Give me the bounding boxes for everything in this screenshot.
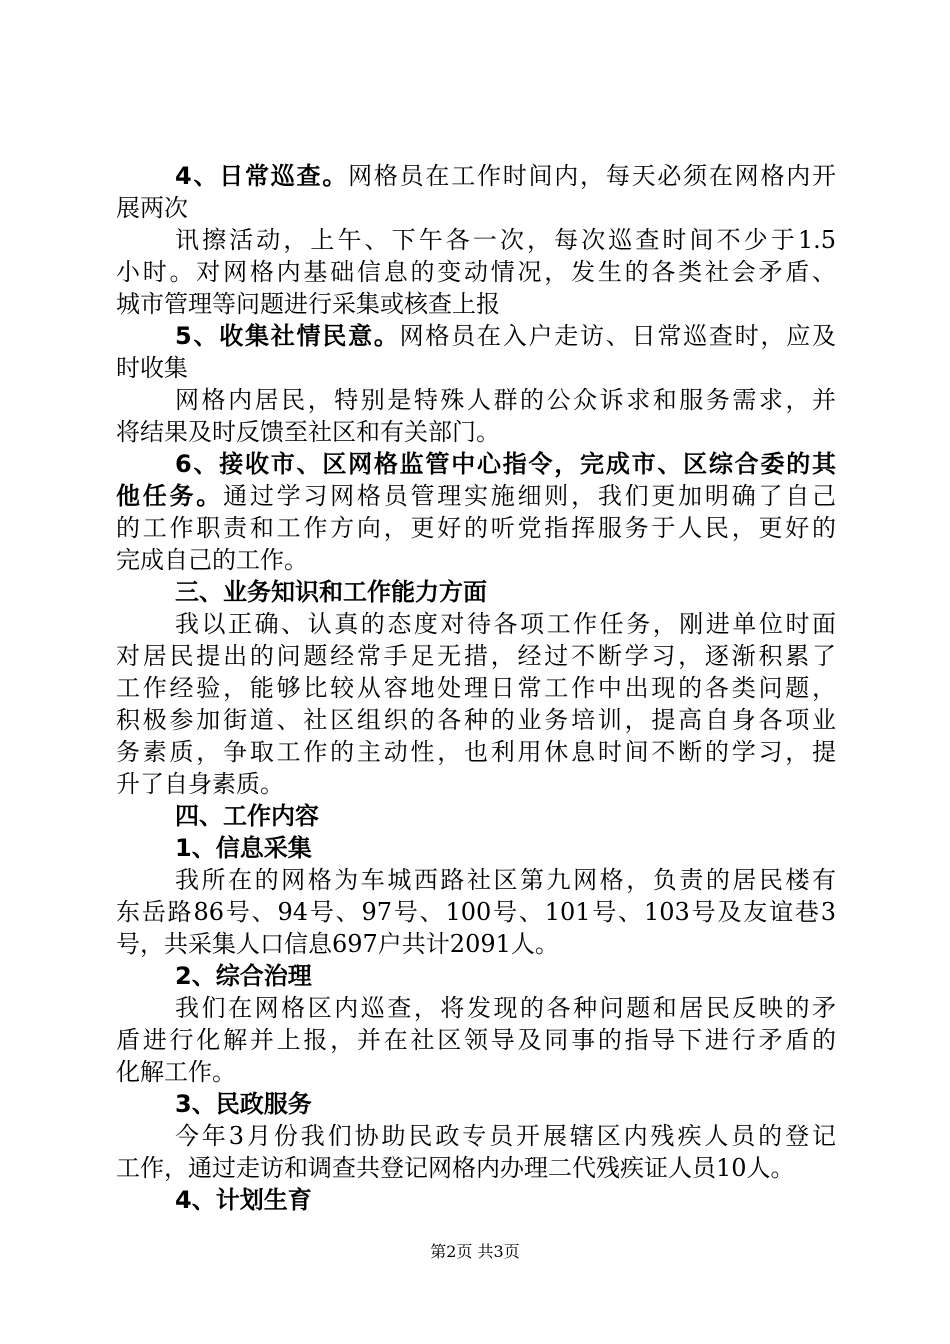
text-line bbox=[116, 672, 836, 704]
text-line bbox=[175, 992, 836, 1024]
line-text: 工作，通过走访和调查共登记网格内办理二代残疾证人员10人。 bbox=[116, 1154, 795, 1182]
line-text: 化解工作。 bbox=[116, 1058, 236, 1086]
line-text: 城市管理等问题进行采集或核查上报 bbox=[116, 290, 500, 318]
bold-heading: 4、日常巡查。 bbox=[175, 162, 349, 190]
line-text: 对居民提出的问题经常手足无措，经过不断学习，逐渐积累了 bbox=[116, 642, 836, 670]
line-text: 我们在网格区内巡查，将发现的各种问题和居民反映的矛 bbox=[175, 994, 836, 1022]
text-line bbox=[116, 192, 836, 224]
line-text: 小时。对网格内基础信息的变动情况，发生的各类社会矛盾、 bbox=[116, 258, 836, 286]
text-line bbox=[116, 704, 836, 736]
bold-heading: 2、综合治理 bbox=[175, 962, 312, 990]
line-text: 积极参加街道、社区组织的各种的业务培训，提高自身各项业 bbox=[116, 706, 836, 734]
bold-heading: 四、工作内容 bbox=[175, 802, 319, 830]
text-line bbox=[175, 1184, 836, 1216]
bold-heading: 4、计划生育 bbox=[175, 1186, 312, 1214]
text-line bbox=[175, 160, 836, 192]
text-line bbox=[175, 576, 836, 608]
text-line bbox=[175, 320, 836, 352]
bold-heading: 1、信息采集 bbox=[175, 834, 312, 862]
text-line bbox=[116, 1056, 836, 1088]
text-line bbox=[175, 224, 836, 256]
text-line bbox=[175, 1120, 836, 1152]
text-line bbox=[116, 416, 836, 448]
line-text: 升了自身素质。 bbox=[116, 770, 284, 798]
line-text: 今年3月份我们协助民政专员开展辖区内残疾人员的登记 bbox=[175, 1122, 836, 1150]
text-line bbox=[116, 352, 836, 384]
line-text: 盾进行化解并上报，并在社区领导及同事的指导下进行矛盾的 bbox=[116, 1026, 836, 1054]
bold-heading: 他任务。 bbox=[116, 482, 224, 510]
bold-heading: 5、收集社情民意。 bbox=[175, 322, 400, 350]
text-line bbox=[175, 864, 836, 896]
line-text: 时收集 bbox=[116, 354, 188, 382]
bold-heading: 6、接收市、区网格监管中心指令，完成市、区综合委的其 bbox=[175, 450, 836, 478]
text-line bbox=[116, 1152, 836, 1184]
bold-heading: 三、业务知识和工作能力方面 bbox=[175, 578, 487, 606]
line-text: 网格内居民，特别是特殊人群的公众诉求和服务需求，并 bbox=[175, 386, 836, 414]
line-text: 完成自己的工作。 bbox=[116, 546, 308, 574]
text-line bbox=[175, 608, 836, 640]
line-text: 网格员在入户走访、日常巡查时，应及 bbox=[399, 322, 837, 350]
text-line bbox=[175, 960, 836, 992]
text-line bbox=[116, 544, 836, 576]
line-text: 号，共采集人口信息697户共计2091人。 bbox=[116, 930, 559, 958]
line-text: 我以正确、认真的态度对待各项工作任务，刚进单位时面 bbox=[175, 610, 836, 638]
text-line bbox=[116, 640, 836, 672]
text-line bbox=[116, 288, 836, 320]
line-text: 的工作职责和工作方向，更好的听党指挥服务于人民，更好的 bbox=[116, 514, 836, 542]
line-text: 展两次 bbox=[116, 194, 188, 222]
text-line bbox=[116, 480, 836, 512]
line-text: 通过学习网格员管理实施细则，我们更加明确了自己 bbox=[223, 482, 836, 510]
text-line bbox=[116, 512, 836, 544]
text-line bbox=[175, 448, 836, 480]
text-line bbox=[175, 1088, 836, 1120]
line-text: 我所在的网格为车城西路社区第九网格，负责的居民楼有 bbox=[175, 866, 836, 894]
text-line bbox=[175, 800, 836, 832]
text-line bbox=[175, 832, 836, 864]
line-text: 网格员在工作时间内，每天必须在网格内开 bbox=[348, 162, 837, 190]
text-line bbox=[175, 384, 836, 416]
text-line bbox=[116, 256, 836, 288]
text-line bbox=[116, 896, 836, 928]
line-text: 工作经验，能够比较从容地处理日常工作中出现的各类问题， bbox=[116, 674, 836, 702]
bold-heading: 3、民政服务 bbox=[175, 1090, 312, 1118]
line-text: 讯擦活动，上午、下午各一次，每次巡查时间不少于1.5 bbox=[175, 226, 836, 254]
line-text: 东岳路86号、94号、97号、100号、101号、103号及友谊巷3 bbox=[116, 898, 836, 926]
line-text: 将结果及时反馈至社区和有关部门。 bbox=[116, 418, 500, 446]
text-line bbox=[116, 768, 836, 800]
text-line bbox=[116, 1024, 836, 1056]
page-footer: 第2页 共3页 bbox=[430, 1242, 520, 1261]
line-text: 务素质，争取工作的主动性，也利用休息时间不断的学习，提 bbox=[116, 738, 836, 766]
text-line bbox=[116, 736, 836, 768]
text-line bbox=[116, 928, 836, 960]
